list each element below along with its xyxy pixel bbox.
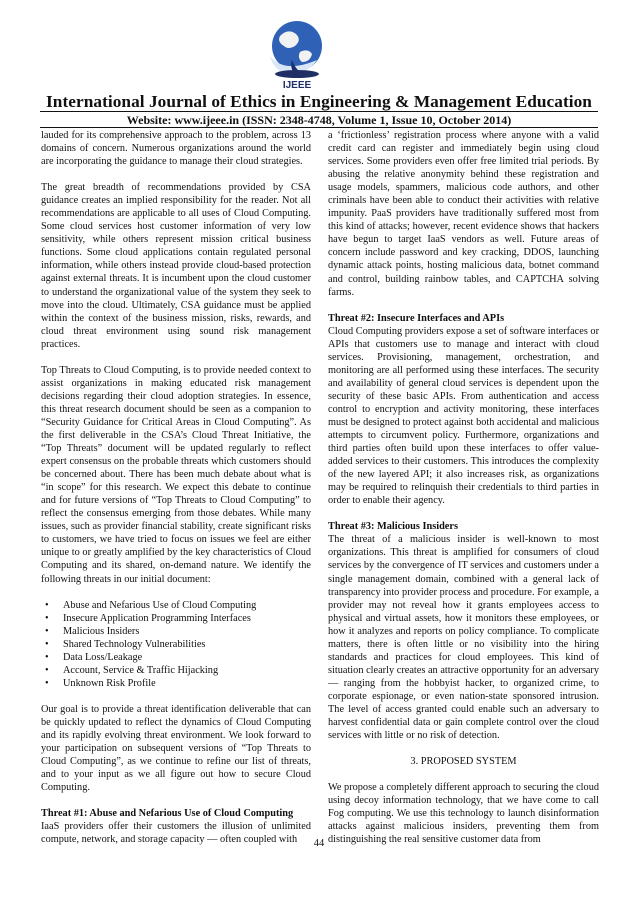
threat-list [41,599,311,690]
paragraph: Our goal is to provide a threat identification deliverable that can be quickly updated to reflect the dynamics of Cloud Computing and its rapidly evolving threat environment. We look forward to your participation on subsequent versions of “Top Threats to Cloud Computing”, as we continue to refine our list of threats, and to your input as we all figure out how to secure Cloud Computing. [41,703,311,794]
section-heading: Threat #3: Malicious Insiders [328,521,458,533]
list-item: • Malicious Insiders [41,625,311,638]
journal-logo [262,16,332,96]
paragraph: The threat of a malicious insider is well-known to most organizations. This threat is amplified for consumers of cloud services by the convergence of IT services and customers under a single management domain, combined with a general lack of transparency into provider process and procedure. For example, a provider may not reveal how it grants employees access to physical and virtual assets, how it monitors these employees, or how it analyzes and reports on policy compliance. To complicate matters, there is often little or no visibility into the hiring standards and practices for cloud employees. This kind of situation clearly creates an attractive opportunity for an adversary — ranging from the hobbyist hacker, to organized crime, to corporate espionage, or even nation-state sponsored intrusion. The level of access granted could enable such an adversary to harvest confidential data or gain complete control over the cloud services with little or no risk of detection. [328,534,599,742]
section-heading: Threat #2: Insecure Interfaces and APIs [328,312,505,324]
list-item: • Data Loss/Leakage [41,651,311,664]
page-number: 44 [313,838,325,849]
journal-title: International Journal of Ethics in Engineering & Management Education [46,92,592,111]
list-item: • Shared Technology Vulnerabilities [41,638,311,651]
website-line: Website: www.ijeee.in (ISSN: 2348-4748, Volume 1, Issue 10, October 2014) [126,113,512,127]
paragraph: Top Threats to Cloud Computing, is to provide needed context to assist organizations in making educated risk management decisions regarding their cloud adoption strategies. In essence, this threat research document should be seen as a companion to “Security Guidance for Critical Areas in Cloud Computing”. As the first deliverable in the CSA’s Cloud Threat Initiative, the “Top Threats” document will be updated regularly to reflect expert consensus on the probable threats which customers should be concerned about. There has been much debate about what is “in scope” for this research. We expect this debate to continue and for future versions of “Top Threats to Cloud Computing” to reflect the consensus emerging from those debates. While many issues, such as provider financial stability, create significant risks to customers, we have tried to focus on issues we feel are either unique to or greatly amplified by the key characteristics of Cloud Computing and its shared, on-demand nature. We identify the following threats in our initial document: [41,364,311,585]
paragraph: We propose a completely different approach to securing the cloud using decoy information technology, that we have come to call Fog computing. We use this technology to launch disinformation attacks against malicious insiders, preventing them from distinguishing the real sensitive customer data from [328,782,599,846]
paragraph: IaaS providers offer their customers the illusion of unlimited compute, network, and storage capacity — often coupled with [41,821,311,846]
paragraph: The great breadth of recommendations provided by CSA guidance creates an implied responsibility for the reader. Not all recommendations are applicable to all uses of Cloud Computing. Some cloud services host customer information of very low sensitivity, while others represent mission critical business functions. Some cloud applications contain regulated personal information, while others instead provide cloud-based protection against external threats. It is incumbent upon the cloud customer to understand the organizational value of the system they seek to move into the cloud. Ultimately, CSA guidance must be applied within the context of the business mission, risks, rewards, and cloud threat environment using sound risk management practices. [41,182,311,350]
list-item: • Abuse and Nefarious Use of Cloud Computing [41,599,311,612]
list-item: • Account, Service & Traffic Hijacking [41,664,311,677]
paragraph: Cloud Computing providers expose a set of software interfaces or APIs that customers use to manage and interact with cloud services. Provisioning, management, orchestration, and monitoring are all performed using these interfaces. The security and availability of general cloud services is dependent upon the security of these basic APIs. From authentication and access control to encryption and activity monitoring, these interfaces must be designed to protect against both accidental and malicious attempts to circumvent policy. Furthermore, organizations and third parties often build upon these interfaces to offer value-added services to their customers. This introduces the complexity of the new layered API; it also increases risk, as organizations may be required to relinquish their credentials to third parties in order to enable their agency. [328,325,599,507]
globe-logo-icon [262,16,332,96]
list-item: • Insecure Application Programming Interfaces [41,612,311,625]
section-title: 3. PROPOSED SYSTEM [410,756,517,768]
paragraph: a ‘frictionless’ registration process where anyone with a valid credit card can register and immediately begin using cloud services. Some providers even offer free limited trial periods. By abusing the relative anonymity behind these registration and usage models, spammers, malicious code authors, and other criminals have been able to conduct their activities with relative impunity. PaaS providers have traditionally suffered most from this kind of attacks; however, recent evidence shows that hackers have begun to target IaaS vendors as well. Future areas of concern include password and key cracking, DDOS, launching dynamic attack points, hosting malicious data, botnet command and control, building rainbow tables, and CAPTCHA solving farms. [328,130,599,298]
left-column [41,129,311,846]
paragraph: lauded for its comprehensive approach to the problem, across 13 domains of concern. Numerous organizations around the world are incorporating the guidance to manage their cloud strategies. [41,130,311,168]
section-heading: Threat #1: Abuse and Nefarious Use of Cloud Computing [41,808,294,820]
logo-text: IJEEE [282,80,312,91]
header-rule-top [40,111,598,112]
list-item: • Unknown Risk Profile [41,677,311,690]
header-rule-bottom [40,127,598,128]
right-column [328,129,599,846]
